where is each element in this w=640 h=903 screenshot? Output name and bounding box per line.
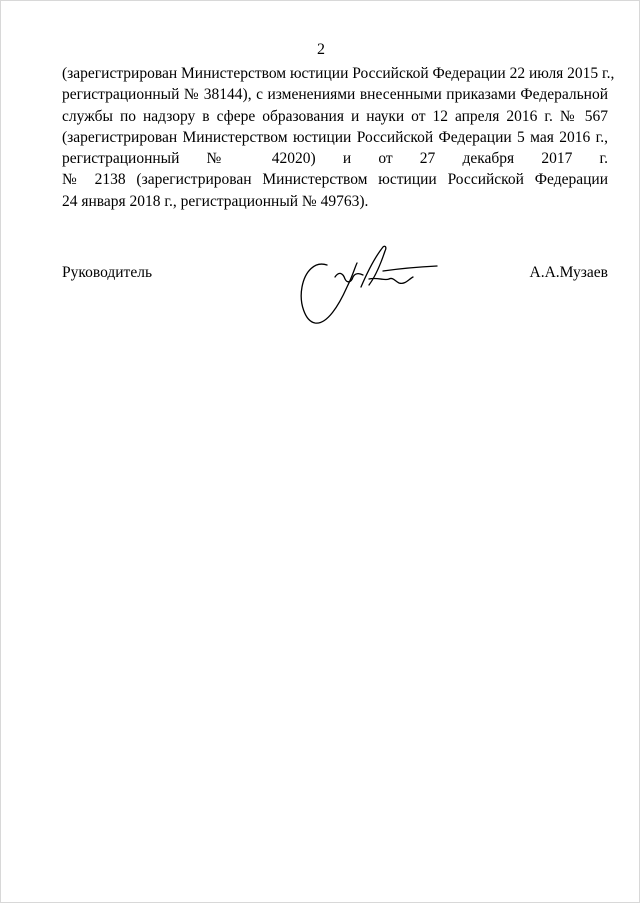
signature-graphic — [297, 243, 439, 325]
body-line: службы по надзору в сфере образования и науки от 12 апреля 2016 г. № 567 — [62, 107, 608, 125]
signature-tall-stroke — [361, 246, 386, 287]
body-line: № 2138 (зарегистрирован Министерством юстиции Российской Федерации — [62, 171, 608, 189]
body-line: (зарегистрирован Министерством юстиции Российской Федерации 5 мая 2016 г., — [62, 128, 608, 146]
body-paragraph — [62, 63, 615, 212]
handwritten-signature — [297, 243, 439, 325]
page-number: 2 — [317, 41, 325, 58]
body-line: регистрационный № 38144), с изменениями внесенными приказами Федеральной — [62, 86, 608, 104]
signature-underline-stroke — [383, 266, 437, 271]
signature-middle-stroke — [335, 273, 363, 281]
signature-loop-stroke — [301, 263, 357, 323]
signature-tail-stroke — [369, 277, 413, 283]
signatory-name: А.А.Музаев — [529, 264, 608, 281]
body-line: регистрационный № 42020) и от 27 декабря 2017 г. — [62, 150, 608, 168]
signatory-title: Руководитель — [62, 264, 153, 281]
body-line: (зарегистрирован Министерством юстиции Российской Федерации 22 июля 2015 г., — [62, 65, 615, 82]
body-line: 24 января 2018 г., регистрационный № 49763). — [62, 192, 369, 210]
